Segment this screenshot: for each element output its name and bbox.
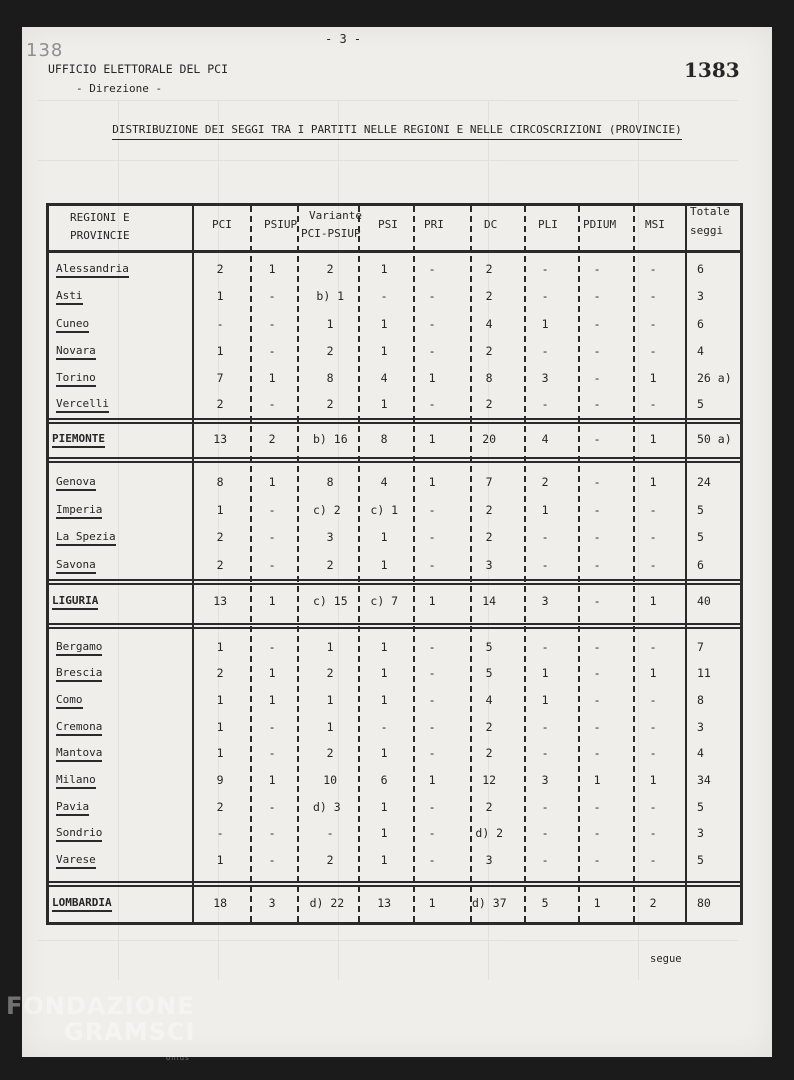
- cell-3: 4: [380, 475, 388, 489]
- cell-5: 2: [485, 262, 493, 276]
- column-dash-2: [297, 206, 299, 922]
- cell-4: -: [428, 800, 436, 814]
- cell-2: 2: [326, 853, 334, 867]
- cell-4: -: [428, 826, 436, 840]
- cell-6: 1: [541, 317, 549, 331]
- cell-4: 1: [428, 773, 436, 787]
- cell-2: b) 16: [313, 432, 348, 446]
- watermark-small: onlus: [166, 1054, 190, 1062]
- cell-8: -: [649, 826, 657, 840]
- cell-4: 1: [428, 594, 436, 608]
- cell-9: 5: [697, 503, 704, 517]
- cell-2: 2: [326, 397, 334, 411]
- cell-4: -: [428, 720, 436, 734]
- cell-9: 50 a): [697, 432, 732, 446]
- cell-8: -: [649, 344, 657, 358]
- cell-2: 8: [326, 371, 334, 385]
- cell-0: 1: [216, 289, 224, 303]
- cell-8: -: [649, 289, 657, 303]
- cell-1: -: [268, 289, 276, 303]
- cell-7: -: [593, 317, 601, 331]
- cell-1: -: [268, 317, 276, 331]
- cell-9: 3: [697, 720, 704, 734]
- cell-3: 4: [380, 371, 388, 385]
- cell-7: -: [593, 640, 601, 654]
- cell-0: 2: [216, 530, 224, 544]
- cell-6: -: [541, 558, 549, 572]
- cell-3: c) 7: [370, 594, 399, 608]
- province-name: Varese: [56, 853, 96, 869]
- cell-3: 1: [380, 344, 388, 358]
- cell-9: 6: [697, 317, 704, 331]
- header-col-1: PSIUP: [264, 218, 298, 231]
- cell-9: 7: [697, 640, 704, 654]
- cell-9: 4: [697, 344, 704, 358]
- column-dash-5: [470, 206, 472, 922]
- cell-9: 34: [697, 773, 711, 787]
- cell-8: 1: [649, 594, 657, 608]
- cell-4: -: [428, 289, 436, 303]
- province-name: Torino: [56, 371, 96, 387]
- title-text: DISTRIBUZIONE DEI SEGGI TRA I PARTITI NELLE REGIONI E NELLE CIRCOSCRIZIONI (PROVINCIE): [112, 123, 682, 140]
- cell-8: -: [649, 746, 657, 760]
- cell-4: -: [428, 693, 436, 707]
- cell-9: 26 a): [697, 371, 732, 385]
- cell-2: 2: [326, 262, 334, 276]
- cell-1: -: [268, 397, 276, 411]
- cell-5: 12: [482, 773, 497, 787]
- province-name: Bergamo: [56, 640, 102, 656]
- table-left-border: [46, 203, 49, 925]
- province-name: Novara: [56, 344, 96, 360]
- cell-7: -: [593, 475, 601, 489]
- cell-1: 3: [268, 896, 276, 910]
- cell-2: 2: [326, 344, 334, 358]
- cell-7: -: [593, 371, 601, 385]
- cell-1: -: [268, 344, 276, 358]
- cell-0: 13: [213, 432, 228, 446]
- region-separator-4: [46, 881, 742, 883]
- cell-9: 24: [697, 475, 711, 489]
- cell-5: 2: [485, 344, 493, 358]
- region-separator-b-3: [46, 627, 742, 629]
- cell-8: -: [649, 503, 657, 517]
- cell-7: -: [593, 746, 601, 760]
- cell-9: 80: [697, 896, 711, 910]
- cell-8: 1: [649, 371, 657, 385]
- region-name: LOMBARDIA: [52, 896, 112, 912]
- cell-2: 2: [326, 746, 334, 760]
- region-name: PIEMONTE: [52, 432, 105, 448]
- cell-8: -: [649, 853, 657, 867]
- cell-8: 1: [649, 666, 657, 680]
- cell-3: 1: [380, 558, 388, 572]
- cell-2: d) 3: [313, 800, 341, 814]
- header-col-3: PSI: [378, 218, 398, 231]
- cell-3: 1: [380, 826, 388, 840]
- cell-1: -: [268, 720, 276, 734]
- cell-1: 1: [268, 262, 276, 276]
- header-col-0: PCI: [212, 218, 232, 231]
- cell-2: 3: [326, 530, 334, 544]
- document-title: [0, 123, 794, 136]
- cell-2: 10: [323, 773, 338, 787]
- cell-7: -: [593, 344, 601, 358]
- cell-8: -: [649, 530, 657, 544]
- office-name: UFFICIO ELETTORALE DEL PCI: [48, 62, 229, 76]
- handwritten-number: 138: [26, 40, 64, 61]
- cell-4: -: [428, 317, 436, 331]
- cell-8: -: [649, 262, 657, 276]
- province-name: Imperia: [56, 503, 102, 519]
- cell-0: 1: [216, 853, 224, 867]
- cell-4: -: [428, 558, 436, 572]
- cell-5: d) 2: [475, 826, 504, 840]
- province-name: Mantova: [56, 746, 102, 762]
- cell-0: 1: [216, 693, 224, 707]
- cell-6: -: [541, 720, 549, 734]
- cell-7: -: [593, 693, 601, 707]
- cell-9: 3: [697, 289, 704, 303]
- cell-8: 1: [649, 475, 657, 489]
- cell-9: 3: [697, 826, 704, 840]
- cell-7: 1: [593, 773, 601, 787]
- province-name: Pavia: [56, 800, 89, 816]
- cell-5: 20: [482, 432, 497, 446]
- cell-7: -: [593, 594, 601, 608]
- cell-9: 11: [697, 666, 711, 680]
- cell-0: 1: [216, 640, 224, 654]
- province-name: Como: [56, 693, 83, 709]
- cell-2: 1: [326, 720, 334, 734]
- cell-5: 2: [485, 746, 493, 760]
- seats-table: [46, 203, 742, 925]
- cell-3: -: [380, 720, 388, 734]
- cell-5: 2: [485, 289, 493, 303]
- cell-0: 2: [216, 800, 224, 814]
- cell-6: 2: [541, 475, 549, 489]
- cell-8: -: [649, 640, 657, 654]
- cell-6: 1: [541, 693, 549, 707]
- cell-9: 6: [697, 558, 704, 572]
- cell-6: -: [541, 853, 549, 867]
- cell-4: -: [428, 503, 436, 517]
- cell-5: d) 37: [472, 896, 507, 910]
- cell-2: 2: [326, 666, 334, 680]
- cell-1: 1: [268, 693, 276, 707]
- cell-5: 14: [482, 594, 497, 608]
- cell-8: -: [649, 693, 657, 707]
- region-separator-b-4: [46, 885, 742, 887]
- header-variante-1: Variante: [309, 209, 362, 222]
- cell-4: -: [428, 530, 436, 544]
- cell-4: -: [428, 262, 436, 276]
- cell-7: -: [593, 853, 601, 867]
- cell-5: 2: [485, 397, 493, 411]
- cell-1: -: [268, 826, 276, 840]
- cell-9: 4: [697, 746, 704, 760]
- cell-7: -: [593, 720, 601, 734]
- province-name: Alessandria: [56, 262, 129, 278]
- column-line-9: [685, 203, 687, 925]
- cell-3: 1: [380, 317, 388, 331]
- cell-1: -: [268, 558, 276, 572]
- province-name: Savona: [56, 558, 96, 574]
- cell-5: 2: [485, 720, 493, 734]
- cell-1: -: [268, 640, 276, 654]
- column-dash-4: [413, 206, 415, 922]
- cell-5: 2: [485, 530, 493, 544]
- cell-4: 1: [428, 896, 436, 910]
- cell-0: 9: [216, 773, 224, 787]
- cell-2: 1: [326, 317, 334, 331]
- cell-1: -: [268, 746, 276, 760]
- province-name: Cuneo: [56, 317, 89, 333]
- cell-7: -: [593, 666, 601, 680]
- cell-3: 1: [380, 693, 388, 707]
- cell-2: b) 1: [316, 289, 345, 303]
- cell-6: -: [541, 289, 549, 303]
- cell-6: 1: [541, 666, 549, 680]
- cell-2: 1: [326, 693, 334, 707]
- cell-0: 2: [216, 262, 224, 276]
- cell-3: -: [380, 289, 388, 303]
- region-separator-b-2: [46, 583, 742, 585]
- cell-6: 1: [541, 503, 549, 517]
- cell-7: -: [593, 397, 601, 411]
- header-col-7: PDIUM: [583, 218, 617, 231]
- cell-1: -: [268, 800, 276, 814]
- cell-6: -: [541, 640, 549, 654]
- cell-6: -: [541, 262, 549, 276]
- cell-1: -: [268, 853, 276, 867]
- province-name: Milano: [56, 773, 96, 789]
- column-dash-6: [524, 206, 526, 922]
- region-separator-3: [46, 623, 742, 625]
- cell-6: 4: [541, 432, 549, 446]
- cell-5: 2: [485, 800, 493, 814]
- cell-3: 1: [380, 853, 388, 867]
- cell-8: -: [649, 800, 657, 814]
- cell-4: 1: [428, 475, 436, 489]
- cell-0: 2: [216, 558, 224, 572]
- header-col-5: DC: [484, 218, 498, 231]
- province-name: Genova: [56, 475, 96, 491]
- column-line-0: [192, 203, 194, 925]
- cell-6: -: [541, 344, 549, 358]
- header-col-6: PLI: [538, 218, 558, 231]
- cell-5: 3: [485, 558, 493, 572]
- cell-1: 1: [268, 594, 276, 608]
- region-separator-b-1: [46, 461, 742, 463]
- cell-3: 1: [380, 397, 388, 411]
- cell-7: -: [593, 826, 601, 840]
- cell-8: -: [649, 720, 657, 734]
- cell-7: -: [593, 432, 601, 446]
- cell-1: 1: [268, 666, 276, 680]
- table-right-border: [740, 203, 743, 925]
- cell-0: 1: [216, 720, 224, 734]
- cell-5: 4: [485, 317, 493, 331]
- province-name: Cremona: [56, 720, 102, 736]
- cell-9: 5: [697, 397, 704, 411]
- cell-4: -: [428, 640, 436, 654]
- cell-0: 13: [213, 594, 228, 608]
- page-number: - 3 -: [325, 32, 362, 46]
- document-number: 1383: [684, 58, 740, 82]
- cell-4: 1: [428, 432, 436, 446]
- cell-0: 1: [216, 344, 224, 358]
- header-regions-2: PROVINCIE: [70, 229, 130, 242]
- cell-2: c) 2: [313, 503, 341, 517]
- province-name: Brescia: [56, 666, 102, 682]
- column-dash-7: [578, 206, 580, 922]
- cell-5: 8: [485, 371, 493, 385]
- cell-8: -: [649, 397, 657, 411]
- cell-1: -: [268, 530, 276, 544]
- cell-1: 1: [268, 371, 276, 385]
- cell-6: -: [541, 530, 549, 544]
- cell-7: -: [593, 558, 601, 572]
- province-name: Sondrio: [56, 826, 102, 842]
- header-totale-2: seggi: [690, 224, 724, 237]
- cell-3: 1: [380, 262, 388, 276]
- continued-note: segue: [650, 953, 682, 965]
- cell-6: -: [541, 746, 549, 760]
- cell-7: -: [593, 530, 601, 544]
- cell-3: 1: [380, 800, 388, 814]
- department: - Direzione -: [76, 82, 163, 95]
- cell-3: c) 1: [370, 503, 399, 517]
- cell-3: 13: [377, 896, 392, 910]
- cell-4: -: [428, 397, 436, 411]
- cell-9: 6: [697, 262, 704, 276]
- cell-2: 8: [326, 475, 334, 489]
- province-name: Asti: [56, 289, 83, 305]
- cell-3: 1: [380, 666, 388, 680]
- cell-7: -: [593, 289, 601, 303]
- cell-5: 2: [485, 503, 493, 517]
- cell-3: 1: [380, 640, 388, 654]
- province-name: La Spezia: [56, 530, 116, 546]
- cell-2: c) 15: [313, 594, 348, 608]
- cell-5: 5: [485, 640, 493, 654]
- cell-8: -: [649, 317, 657, 331]
- header-regions-1: REGIONI E: [70, 211, 130, 224]
- region-name: LIGURIA: [52, 594, 98, 610]
- cell-0: 2: [216, 397, 224, 411]
- cell-6: -: [541, 397, 549, 411]
- cell-9: 8: [697, 693, 704, 707]
- cell-4: -: [428, 746, 436, 760]
- cell-3: 1: [380, 746, 388, 760]
- cell-8: -: [649, 558, 657, 572]
- cell-0: -: [216, 317, 224, 331]
- table-bottom-border: [46, 922, 742, 925]
- cell-4: 1: [428, 371, 436, 385]
- cell-4: -: [428, 344, 436, 358]
- cell-8: 1: [649, 773, 657, 787]
- watermark-logo: [6, 992, 196, 1062]
- column-dash-8: [633, 206, 635, 922]
- cell-0: 2: [216, 666, 224, 680]
- cell-0: 1: [216, 746, 224, 760]
- cell-5: 4: [485, 693, 493, 707]
- cell-7: -: [593, 800, 601, 814]
- cell-0: 8: [216, 475, 224, 489]
- cell-2: -: [326, 826, 334, 840]
- header-totale-1: Totale: [690, 205, 730, 218]
- header-variante-2: PCI-PSIUP: [301, 227, 361, 240]
- cell-9: 5: [697, 800, 704, 814]
- cell-1: 1: [268, 773, 276, 787]
- table-top-border: [46, 203, 742, 206]
- region-separator-0: [46, 418, 742, 420]
- cell-2: 2: [326, 558, 334, 572]
- cell-6: -: [541, 800, 549, 814]
- cell-6: 3: [541, 594, 549, 608]
- region-separator-b-0: [46, 422, 742, 424]
- cell-9: 5: [697, 853, 704, 867]
- cell-9: 5: [697, 530, 704, 544]
- column-dash-1: [250, 206, 252, 922]
- cell-0: -: [216, 826, 224, 840]
- province-name: Vercelli: [56, 397, 109, 413]
- cell-6: -: [541, 826, 549, 840]
- cell-2: d) 22: [309, 896, 345, 910]
- cell-8: 1: [649, 432, 657, 446]
- cell-7: 1: [593, 896, 601, 910]
- header-bottom-border: [46, 250, 742, 253]
- region-separator-2: [46, 579, 742, 581]
- cell-9: 40: [697, 594, 711, 608]
- header-col-4: PRI: [424, 218, 444, 231]
- cell-1: 1: [268, 475, 276, 489]
- header-col-8: MSI: [645, 218, 665, 231]
- cell-8: 2: [649, 896, 657, 910]
- cell-3: 6: [380, 773, 388, 787]
- region-separator-1: [46, 457, 742, 459]
- cell-0: 1: [216, 503, 224, 517]
- column-dash-3: [358, 206, 360, 922]
- cell-3: 8: [380, 432, 388, 446]
- cell-5: 5: [485, 666, 493, 680]
- cell-7: -: [593, 262, 601, 276]
- cell-4: -: [428, 853, 436, 867]
- cell-7: -: [593, 503, 601, 517]
- watermark-line-2: GRAMSCI: [64, 1018, 196, 1046]
- cell-5: 7: [485, 475, 493, 489]
- cell-2: 1: [326, 640, 334, 654]
- cell-6: 5: [541, 896, 549, 910]
- cell-1: 2: [268, 432, 276, 446]
- cell-5: 3: [485, 853, 493, 867]
- cell-6: 3: [541, 371, 549, 385]
- cell-3: 1: [380, 530, 388, 544]
- cell-0: 7: [216, 371, 224, 385]
- cell-0: 18: [213, 896, 228, 910]
- cell-1: -: [268, 503, 276, 517]
- cell-6: 3: [541, 773, 549, 787]
- watermark-line-1: FONDAZIONE: [6, 992, 195, 1020]
- cell-4: -: [428, 666, 436, 680]
